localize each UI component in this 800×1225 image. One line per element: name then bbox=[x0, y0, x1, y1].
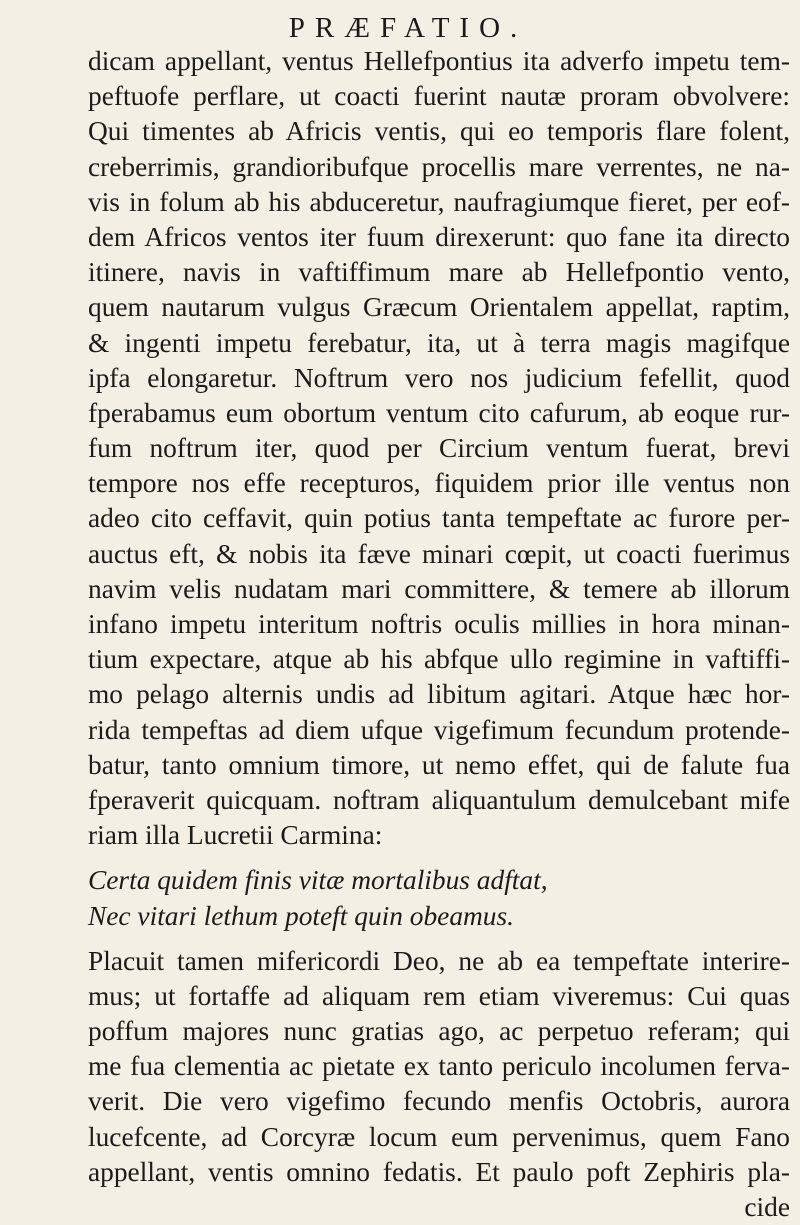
closing-line: Placuit tamen mifericordi Deo, ne ab ea tempeftate interire- bbox=[88, 945, 790, 976]
body-line: & ingenti impetu ferebatur, ita, ut à terra magis magifque bbox=[88, 327, 790, 358]
body-line: ipfa elongaretur. Noftrum vero nos judicium fefellit, quod bbox=[88, 362, 790, 393]
text-block bbox=[88, 44, 790, 1225]
catchword: cide bbox=[744, 1192, 790, 1222]
body-line: riam illa Lucretii Carmina: bbox=[88, 820, 383, 851]
verse-line: Nec vitari lethum poteft quin obeamus. bbox=[88, 900, 515, 931]
closing-line: mus; ut fortaffe ad aliquam rem etiam viveremus: Cui quas bbox=[88, 980, 790, 1011]
closing-line: verit. Die vero vigefimo fecundo menfis Octobris, aurora bbox=[88, 1086, 790, 1117]
body-line: adeo cito ceffavit, quin potius tanta tempeftate ac furore per- bbox=[88, 503, 790, 534]
body-line: fperabamus eum obortum ventum cito cafurum, ab eoque rur- bbox=[88, 397, 790, 428]
body-line: auctus eft, & nobis ita fæve minari cœpit, ut coacti fuerimus bbox=[88, 538, 790, 569]
body-line: rida tempeftas ad diem ufque vigefimum fecundum protende- bbox=[88, 714, 790, 745]
verse-line: Certa quidem finis vitæ mortalibus adftat, bbox=[88, 865, 548, 896]
closing-line: me fua clementia ac pietate ex tanto periculo incolumen ferva- bbox=[88, 1051, 790, 1082]
body-line: quem nautarum vulgus Græcum Orientalem appellat, raptim, bbox=[88, 292, 790, 323]
closing-line: lucefcente, ad Corcyræ locum eum pervenimus, quem Fano bbox=[88, 1121, 790, 1152]
closing-line: poffum majores nunc gratias ago, ac perpetuo referam; qui bbox=[88, 1016, 790, 1047]
body-line: dem Africos ventos iter fuum direxerunt: quo fane ita directo bbox=[88, 221, 790, 252]
body-line: fperaverit quicquam. noftram aliquantulum demulcebant mife bbox=[88, 784, 790, 815]
closing-line: appellant, ventis omnino fedatis. Et paulo poft Zephiris pla- bbox=[88, 1156, 790, 1187]
body-line: dicam appellant, ventus Hellefpontius ita adverfo impetu tem- bbox=[88, 46, 790, 76]
body-line: infano impetu interitum noftris oculis millies in hora minan- bbox=[88, 609, 790, 639]
body-line: vis in folum ab his abduceretur, naufragiumque fieret, per eof- bbox=[88, 186, 790, 217]
running-head: PRÆFATIO. bbox=[288, 12, 528, 44]
body-line: mo pelago alternis undis ad libitum agitari. Atque hæc hor- bbox=[88, 679, 790, 710]
body-line: Qui timentes ab Africis ventis, qui eo temporis flare folent, bbox=[88, 116, 790, 147]
body-line: batur, tanto omnium timore, ut nemo effet, qui de falute fua bbox=[88, 749, 790, 780]
body-line: fum noftrum iter, quod per Circium ventum fuerat, brevi bbox=[88, 433, 790, 464]
body-line: tempore nos effe recepturos, fiquidem prior ille ventus non bbox=[88, 468, 790, 499]
body-line: peftuofe perflare, ut coacti fuerint nautæ proram obvolvere: bbox=[88, 81, 790, 112]
body-line: tium expectare, atque ab his abfque ullo regimine in vaftiffi- bbox=[88, 644, 790, 675]
body-line: creberrimis, grandioribufque procellis mare verrentes, ne na- bbox=[88, 151, 790, 182]
body-line: itinere, navis in vaftiffimum mare ab Hellefpontio vento, bbox=[88, 257, 790, 288]
body-line: navim velis nudatam mari committere, & temere ab illorum bbox=[88, 573, 790, 604]
